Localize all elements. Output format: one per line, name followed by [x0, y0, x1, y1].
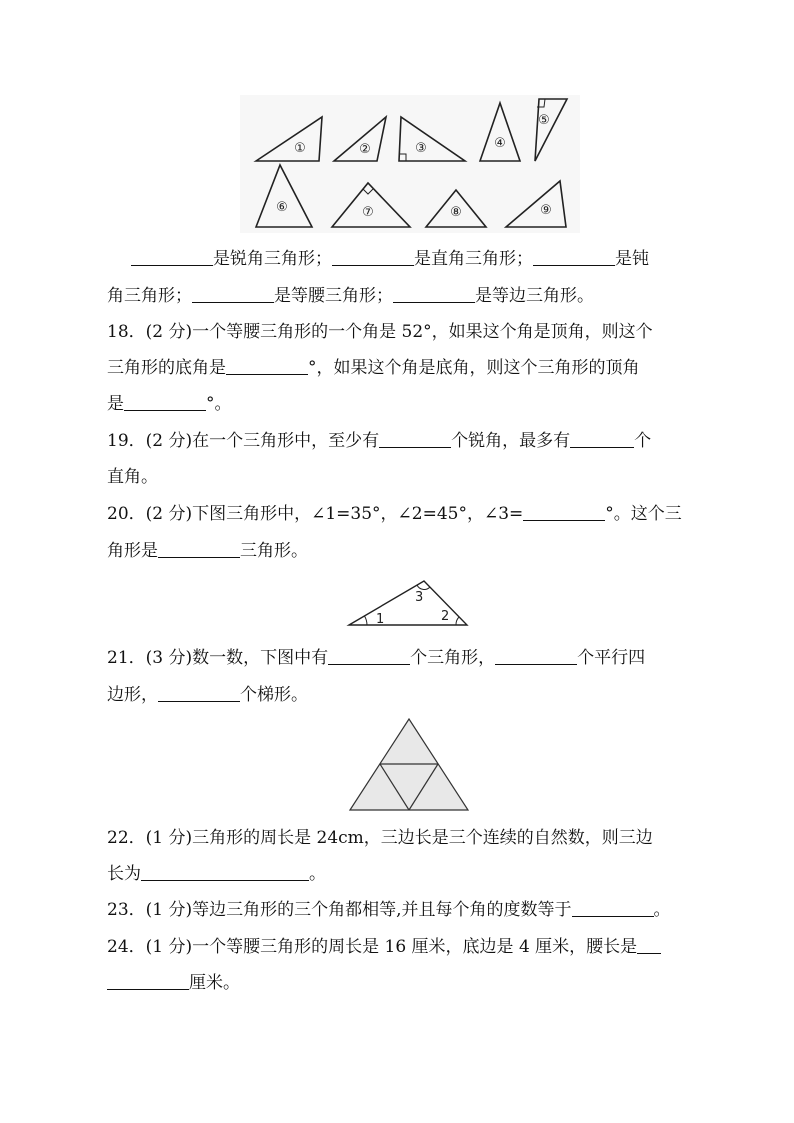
q24-blank-part-2[interactable] — [107, 973, 189, 990]
q17-blank-5[interactable] — [393, 286, 475, 303]
q18-text-c: 是 — [107, 394, 124, 414]
q22-line-1 — [107, 827, 697, 849]
q21-text-b: 个三角形， — [410, 648, 496, 668]
triangle-label-7: ⑦ — [362, 205, 374, 220]
q18-text-a: 三角形的底角是 — [107, 358, 226, 378]
q22-text-b: 。 — [309, 864, 326, 884]
q17-text-1: 是锐角三角形； — [213, 249, 332, 269]
triangle-label-2: ② — [359, 142, 371, 157]
q22-text-a: 长为 — [107, 864, 141, 884]
q21-blank-1[interactable] — [328, 648, 410, 665]
q18-text-b: °，如果这个角是底角，则这个三角形的顶角 — [308, 358, 640, 378]
q23-text-b: 。 — [653, 900, 671, 920]
angle-triangle-figure — [345, 578, 475, 628]
triangle-label-9: ⑨ — [540, 203, 552, 218]
triangle-label-1: ① — [294, 141, 306, 156]
q17-text-6: 是等边三角形。 — [475, 286, 594, 306]
triangle-label-3: ③ — [415, 141, 427, 156]
q24-line-2 — [107, 972, 697, 994]
q19-text-d: 直角。 — [107, 467, 158, 487]
q21-text-c: 个平行四 — [577, 648, 646, 668]
q19-text-c: 个 — [634, 431, 652, 451]
figure-background — [240, 95, 580, 233]
q18-line-3 — [107, 393, 697, 415]
q24-blank-part-1[interactable] — [637, 937, 661, 954]
q24-line-1 — [107, 936, 697, 958]
q23-question: 23．(1 分)等边三角形的三个角都相等,并且每个角的度数等于 — [107, 900, 572, 920]
q19-line-2 — [107, 466, 697, 488]
triangle-label-6: ⑥ — [276, 200, 288, 215]
q18-blank-1[interactable] — [226, 358, 308, 375]
q17-line-1 — [131, 248, 697, 270]
q20-blank-2[interactable] — [158, 541, 240, 558]
q20-text-c: 角形是 — [107, 541, 158, 561]
q17-blank-4[interactable] — [192, 286, 274, 303]
q17-blank-3[interactable] — [533, 249, 615, 266]
q17-blank-2[interactable] — [332, 249, 414, 266]
q23-blank-1[interactable] — [572, 900, 654, 917]
q21-line-1 — [107, 647, 697, 669]
q18-line-2 — [107, 357, 697, 379]
subdivided-triangle-figure — [348, 716, 472, 812]
q24-question: 24．(1 分)一个等腰三角形的周长是 16 厘米，底边是 4 厘米，腰长是 — [107, 937, 638, 957]
angle-triangle — [349, 581, 467, 625]
q20-text-b: °。这个三 — [605, 504, 682, 524]
q24-text-b: 厘米。 — [189, 973, 240, 993]
q20-blank-1[interactable] — [523, 504, 605, 521]
triangles-figure — [240, 95, 580, 235]
triangle-label-5: ⑤ — [538, 113, 550, 128]
q21-text-e: 个梯形。 — [240, 685, 308, 705]
q18-question: 18．(2 分)一个等腰三角形的一个角是 52°，如果这个角是顶角，则这个 — [107, 322, 653, 342]
angle-label-1: 1 — [376, 612, 385, 627]
q21-blank-2[interactable] — [495, 648, 577, 665]
q19-line-1 — [107, 430, 697, 452]
q20-line-2 — [107, 540, 697, 562]
q22-line-2 — [107, 863, 697, 885]
q17-text-4: 角三角形； — [107, 286, 192, 306]
q23-line-1 — [107, 899, 697, 921]
q20-line-1 — [107, 503, 697, 525]
q22-blank-1[interactable] — [141, 864, 309, 881]
q17-line-2 — [107, 285, 697, 307]
angle-arc-2 — [456, 617, 459, 625]
q20-question: 20．(2 分)下图三角形中，∠1=35°，∠2=45°，∠3= — [107, 504, 524, 524]
triangle-label-8: ⑧ — [450, 205, 462, 220]
triangle-label-4: ④ — [494, 136, 506, 151]
q18-line-1 — [107, 321, 697, 343]
q19-question: 19．(2 分)在一个三角形中，至少有 — [107, 431, 380, 451]
q17-text-5: 是等腰三角形； — [274, 286, 393, 306]
q19-text-b: 个锐角，最多有 — [451, 431, 571, 451]
q17-text-3: 是钝 — [615, 249, 649, 269]
angle-label-2: 2 — [441, 609, 450, 624]
q22-question: 22．(1 分)三角形的周长是 24cm，三边长是三个连续的自然数，则三边 — [107, 828, 653, 848]
q19-blank-1[interactable] — [379, 431, 451, 448]
q18-blank-2[interactable] — [124, 394, 206, 411]
q17-text-2: 是直角三角形； — [414, 249, 533, 269]
angle-arc-1 — [365, 616, 368, 625]
q21-question: 21．(3 分)数一数，下图中有 — [107, 648, 329, 668]
angle-label-3: 3 — [415, 590, 424, 605]
q17-blank-1[interactable] — [131, 249, 213, 266]
q20-text-d: 三角形。 — [240, 541, 308, 561]
q19-blank-2[interactable] — [570, 431, 634, 448]
q18-text-d: °。 — [206, 394, 232, 414]
q21-line-2 — [107, 684, 697, 706]
q21-text-d: 边形， — [107, 685, 158, 705]
q21-blank-3[interactable] — [158, 685, 240, 702]
